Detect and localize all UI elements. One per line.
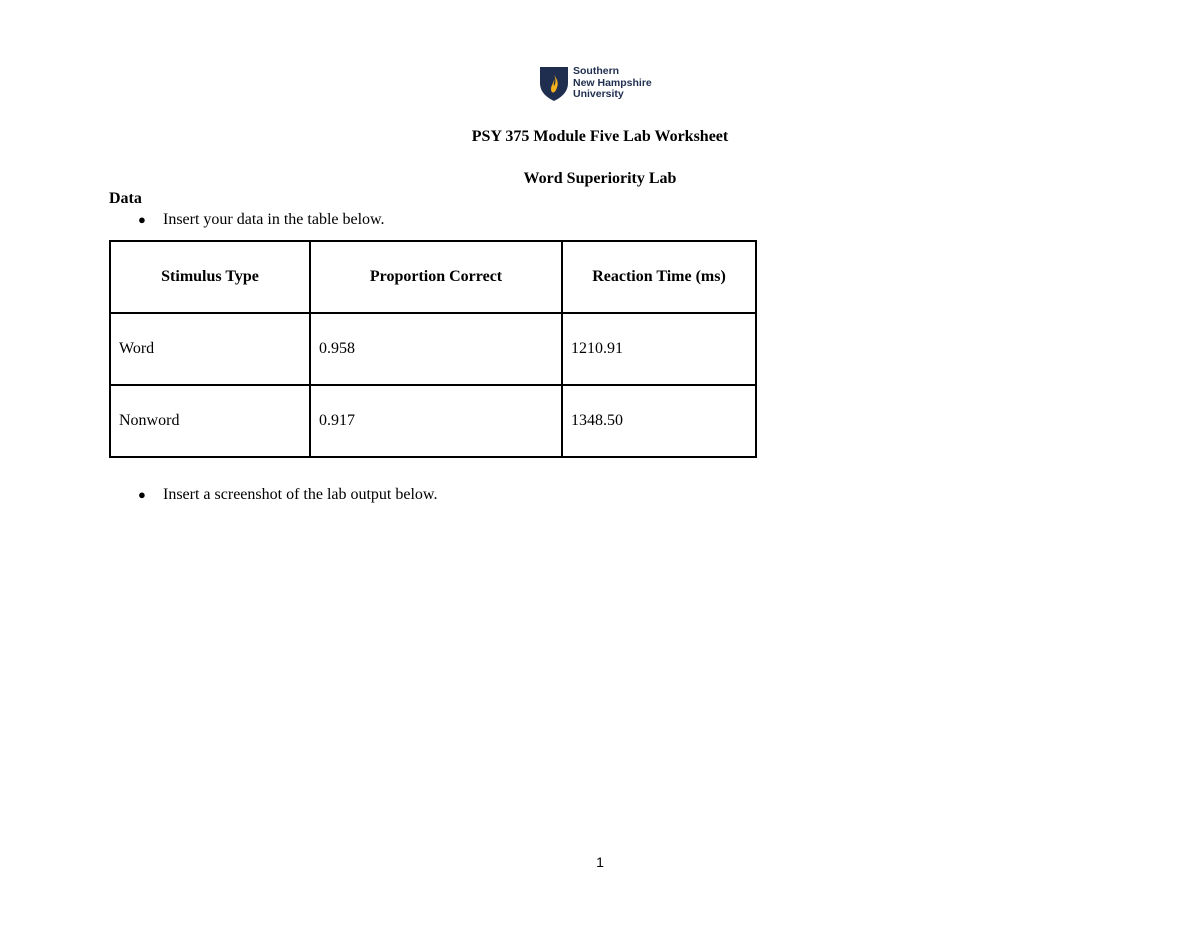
logo-line-2: New Hampshire bbox=[573, 76, 652, 89]
bullet-item-2 bbox=[138, 486, 437, 504]
table-cell: 0.917 bbox=[310, 385, 562, 457]
table-cell: Nonword bbox=[110, 385, 310, 457]
university-logo bbox=[539, 65, 669, 103]
logo-wordmark bbox=[573, 66, 652, 101]
table-cell: Word bbox=[110, 313, 310, 385]
table-header-row bbox=[110, 241, 756, 313]
section-heading-data: Data bbox=[109, 190, 142, 207]
table-cell: 0.958 bbox=[310, 313, 562, 385]
bullet-text-2: Insert a screenshot of the lab output below. bbox=[163, 486, 438, 503]
bullet-item-1 bbox=[138, 211, 385, 229]
data-table bbox=[109, 240, 757, 458]
header-cell-stimulus-type: Stimulus Type bbox=[110, 241, 310, 313]
table-row bbox=[110, 313, 756, 385]
header-cell-reaction-time: Reaction Time (ms) bbox=[562, 241, 756, 313]
logo-line-3: University bbox=[573, 88, 624, 100]
shield-icon bbox=[539, 66, 569, 102]
logo-line-1: Southern bbox=[573, 65, 620, 77]
bullet-icon: ● bbox=[138, 212, 146, 227]
bullet-text-1: Insert your data in the table below. bbox=[163, 211, 385, 228]
table-cell: 1210.91 bbox=[562, 313, 756, 385]
document-title: PSY 375 Module Five Lab Worksheet bbox=[471, 128, 729, 145]
bullet-icon: ● bbox=[138, 487, 146, 502]
header-cell-proportion-correct: Proportion Correct bbox=[310, 241, 562, 313]
table-cell: 1348.50 bbox=[562, 385, 756, 457]
table-row bbox=[110, 385, 756, 457]
document-subtitle: Word Superiority Lab bbox=[523, 170, 677, 187]
page-number: 1 bbox=[596, 854, 604, 870]
